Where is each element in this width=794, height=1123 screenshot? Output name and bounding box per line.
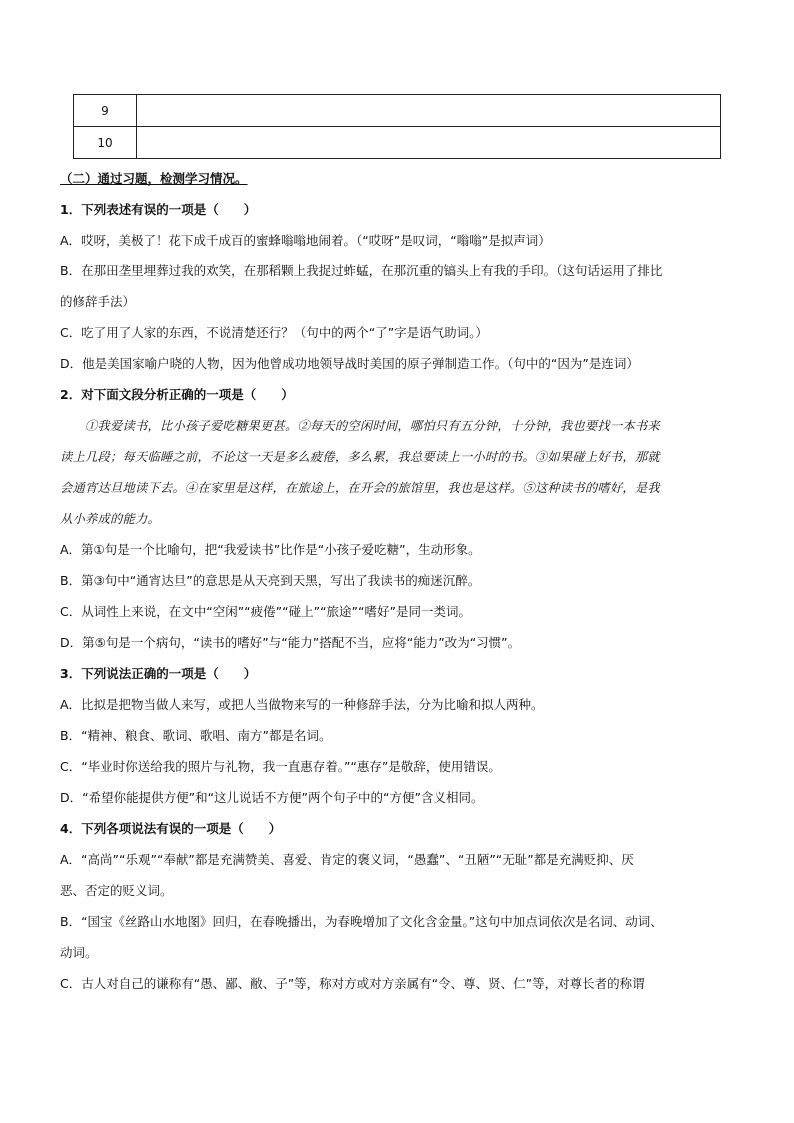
row-number: 10 xyxy=(74,127,137,159)
passage-line: ①我爱读书，比小孩子爱吃糖果更甚。②每天的空闲时间，哪怕只有五分钟，十分钟，我也要找一本书来 xyxy=(60,419,660,433)
table-row xyxy=(74,127,721,159)
row-number: 9 xyxy=(74,95,137,127)
answer-cell xyxy=(137,95,721,127)
text-line: 的修辞手法） xyxy=(60,294,136,309)
text-line: A．“高尚”“乐观”“奉献”都是充满赞美、喜爱、肯定的褒义词，“愚蠢”、“丑陋”“无耻”都是充满贬抑、厌 xyxy=(60,852,634,867)
text-line: B．在那田垄里埋葬过我的欢笑，在那稻颗上我捉过蚱蜢，在那沉重的镐头上有我的手印。（这句话运用了排比 xyxy=(60,263,663,278)
question-heading: 1．下列表述有误的一项是（ ） xyxy=(60,202,257,217)
text-line: B．“国宝《丝路山水地图》回归，在春晚播出，为春晚增加了文化含金量。”这句中加点词依次是名词、动词、 xyxy=(60,914,663,929)
text-line: C．吃了用了人家的东西，不说清楚还行？（句中的两个“了”字是语气助词。） xyxy=(60,325,488,340)
text-line: C．从词性上来说，在文中“空闲”“疲倦”“碰上”“旅途”“嗜好”是同一类词。 xyxy=(60,604,471,619)
text-line: B．第③句中“通宵达旦”的意思是从天亮到天黑，写出了我读书的痴迷沉醉。 xyxy=(60,573,481,588)
text-line: 恶、否定的贬义词。 xyxy=(60,883,173,898)
answer-table xyxy=(73,94,721,159)
text-line: D．第⑤句是一个病句，“读书的嗜好”与“能力”搭配不当，应将“能力”改为“习惯”。 xyxy=(60,635,521,650)
question-heading: 4．下列各项说法有误的一项是（ ） xyxy=(60,821,282,836)
text-line: A．哎呀，美极了！花下成千成百的蜜蜂嗡嗡地闹着。（“哎呀”是叹词，“嗡嗡”是拟声词） xyxy=(60,233,551,248)
text-line: C．“毕业时你送给我的照片与礼物，我一直惠存着。”“惠存”是敬辞，使用错误。 xyxy=(60,759,501,774)
text-line: B．“精神、粮食、歌词、歌唱、南方”都是名词。 xyxy=(60,728,332,743)
table-row xyxy=(74,95,721,127)
question-heading: （二）通过习题，检测学习情况。 xyxy=(60,171,248,186)
passage-line: 会通宵达旦地读下去。④在家里是这样，在旅途上，在开会的旅馆里，我也是这样。⑤这种读书的嗜好，是我 xyxy=(60,481,660,495)
text-line: D．“希望你能提供方便”和“这儿说话不方便”两个句子中的“方便”含义相同。 xyxy=(60,790,484,805)
text-line: C．古人对自己的谦称有“愚、鄙、敝、子”等，称对方或对方亲属有“令、尊、贤、仁”等，对尊长者的称谓 xyxy=(60,976,645,991)
question-heading: 2．对下面文段分析正确的一项是（ ） xyxy=(60,387,294,402)
text-line: A．比拟是把物当做人来写，或把人当做物来写的一种修辞手法，分为比喻和拟人两种。 xyxy=(60,697,544,712)
text-line: D．他是美国家喻户晓的人物，因为他曾成功地领导战时美国的原子弹制造工作。（句中的“因为”是连词） xyxy=(60,356,639,371)
passage-line: 读上几段；每天临睡之前，不论这一天是多么疲倦，多么累，我总要读上一小时的书。③如果碰上好书，那就 xyxy=(60,450,660,464)
answer-cell xyxy=(137,127,721,159)
text-line: 动词。 xyxy=(60,945,98,960)
passage-line: 从小养成的能力。 xyxy=(60,512,160,526)
question-heading: 3．下列说法正确的一项是（ ） xyxy=(60,666,257,681)
text-line: A．第①句是一个比喻句，把“我爱读书”比作是“小孩子爱吃糖”，生动形象。 xyxy=(60,542,481,557)
